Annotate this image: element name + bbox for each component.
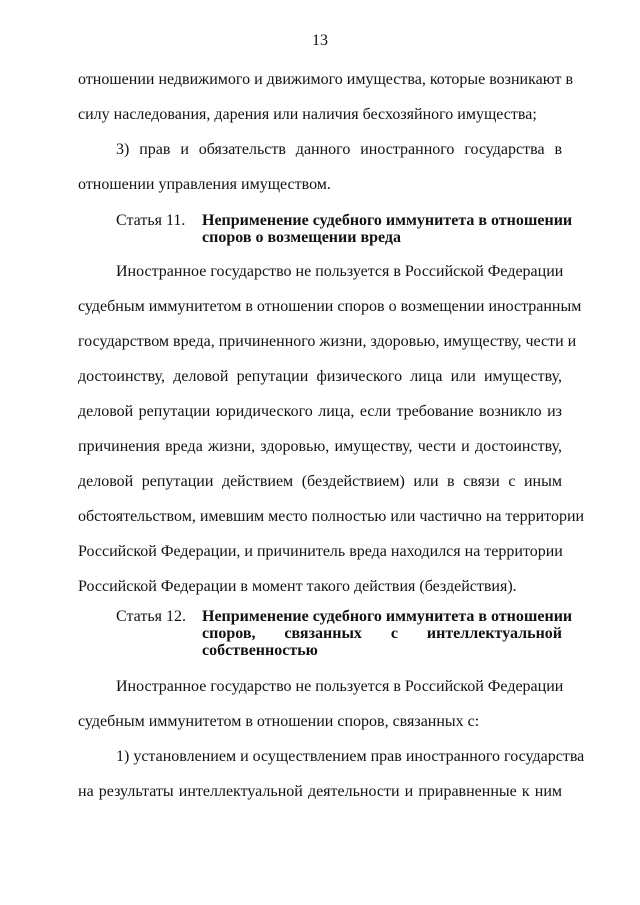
paragraph-line: Российской Федерации, и причинитель вреда находился на территории <box>78 543 563 560</box>
paragraph-line: 1) установлением и осуществлением прав иностранного государства <box>116 748 585 765</box>
article-label: Статья 11. <box>116 212 186 229</box>
paragraph-line: деловой репутации юридического лица, если требование возникло из <box>78 403 562 420</box>
article-title-line: собственностью <box>202 642 318 659</box>
paragraph-line: судебным иммунитетом в отношении споров, связанных с: <box>78 713 480 730</box>
paragraph-line: судебным иммунитетом в отношении споров о возмещении иностранным <box>78 298 582 315</box>
paragraph-line: Российской Федерации в момент такого действия (бездействия). <box>78 578 517 595</box>
article-12-body <box>78 677 562 731</box>
paragraph-line: отношении недвижимого и движимого имущества, которые возникают в <box>78 71 574 88</box>
paragraph-line: обстоятельством, имевшим место полностью или частично на территории <box>78 508 585 525</box>
paragraph-line: причинения вреда жизни, здоровью, имуществу, чести и достоинству, <box>78 438 562 455</box>
article-title-line: Неприменение судебного иммунитета в отношении <box>202 608 573 625</box>
page-number: 13 <box>312 32 328 49</box>
paragraph-line: Иностранное государство не пользуется в Российской Федерации <box>116 263 564 280</box>
article-title-line: споров о возмещении вреда <box>202 229 401 246</box>
paragraph-line: на результаты интеллектуальной деятельности и приравненные к ним <box>78 783 562 800</box>
continuation-paragraph <box>78 70 574 124</box>
article-label: Статья 12. <box>116 608 186 625</box>
paragraph-line: силу наследования, дарения или наличия бесхозяйного имущества; <box>78 106 537 123</box>
article-title-line: Неприменение судебного иммунитета в отношении <box>202 212 573 229</box>
paragraph-line: государством вреда, причиненного жизни, здоровью, имуществу, чести и <box>78 333 577 350</box>
article-title <box>202 608 573 659</box>
list-item-3 <box>78 140 562 194</box>
paragraph-line: деловой репутации действием (бездействием) или в связи с иным <box>78 473 562 490</box>
paragraph-line: 3) прав и обязательств данного иностранного государства в <box>116 141 562 158</box>
article-12-list-item-1 <box>78 747 585 801</box>
article-title-line: споров, связанных с интеллектуальной <box>202 625 562 642</box>
article-11-body <box>78 262 585 596</box>
article-title <box>202 212 573 246</box>
paragraph-line: достоинству, деловой репутации физического лица или имуществу, <box>78 368 562 385</box>
paragraph-line: Иностранное государство не пользуется в Российской Федерации <box>116 678 564 695</box>
paragraph-line: отношении управления имуществом. <box>78 176 331 193</box>
